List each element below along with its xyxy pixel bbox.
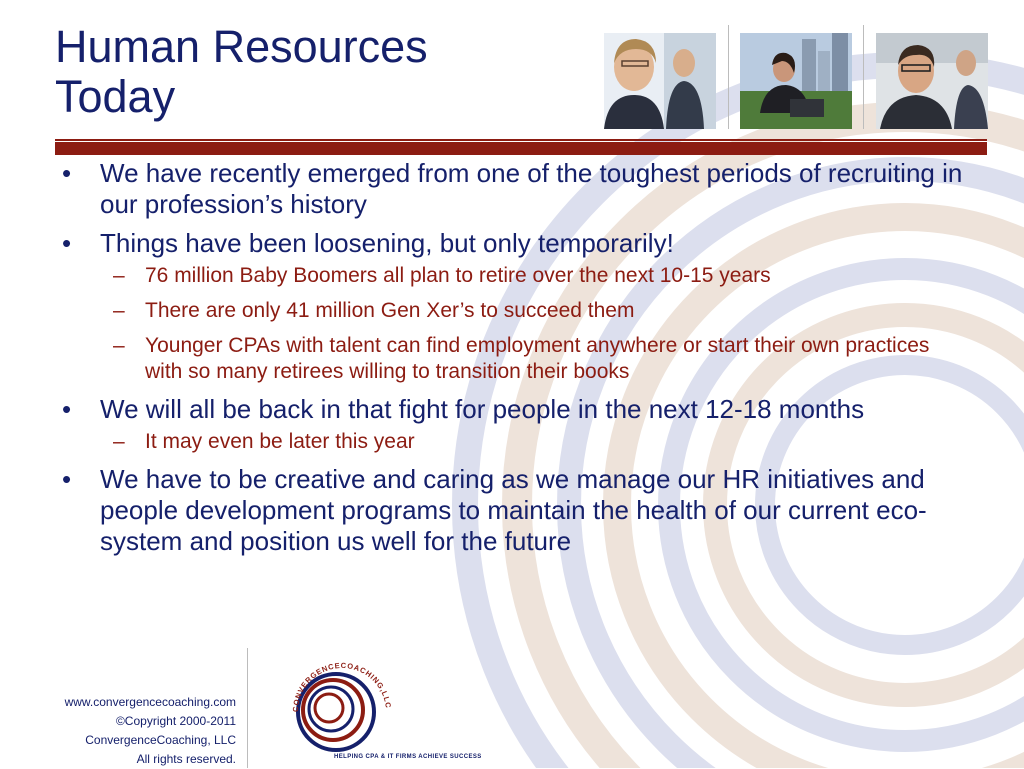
sub-bullet-list [100,429,965,455]
footer-website-link[interactable]: www.convergencecoaching.com [64,695,236,709]
bullet-item [60,228,965,385]
businessman-glasses-photo [876,33,988,129]
bullet-marker: • [62,158,72,188]
bullet-marker: • [62,228,72,258]
convergence-coaching-logo [276,654,506,764]
bullet-text: We have recently emerged from one of the toughest periods of recruiting in our profession’s history [100,158,963,219]
sub-bullet-item [100,333,965,385]
sub-bullet-list [100,263,965,385]
footer-rights: All rights reserved. [136,752,236,766]
bullet-marker: • [62,464,72,494]
bullet-item [60,464,965,557]
footer-divider [247,648,248,768]
slide-title-line-2: Today [55,71,176,122]
sub-bullet-item [100,263,965,289]
businesswoman-smiling-photo [604,33,716,129]
logo-tagline: HELPING CPA & IT FIRMS ACHIEVE SUCCESS [334,754,482,760]
sub-bullet-item [100,429,965,455]
sub-bullet-text: It may even be later this year [145,430,415,453]
sub-bullet-text: 76 million Baby Boomers all plan to retire over the next 10-15 years [145,264,771,287]
sub-bullet-text: Younger CPAs with talent can find employment anywhere or start their own practices with so many retirees willing to transition their books [145,334,930,383]
dash-marker: – [113,264,125,287]
dash-marker: – [113,334,125,357]
footer-company: ConvergenceCoaching, LLC [85,733,236,747]
bullet-text: We have to be creative and caring as we manage our HR initiatives and people development programs to maintain the health of our current eco-system and position us well for the future [100,464,927,556]
footer-copyright: ©Copyright 2000-2011 [115,714,236,728]
bullet-list [60,158,965,557]
footer-copyright-block [20,693,236,769]
bullet-text: We will all be back in that fight for people in the next 12-18 months [100,394,865,424]
dash-marker: – [113,430,125,453]
slide-title [55,22,428,122]
logo-arc-text: CONVERGENCECOACHING,LLC [290,660,393,713]
bullet-item [60,394,965,455]
slide-title-line-1: Human Resources [55,21,428,72]
slide-body [60,158,965,565]
dash-marker: – [113,299,125,322]
title-divider-thin [55,139,987,141]
header-photo-strip [604,33,988,129]
bullet-text: Things have been loosening, but only temporarily! [100,228,674,258]
sub-bullet-text: There are only 41 million Gen Xer’s to succeed them [145,299,635,322]
title-divider-bar [55,142,987,155]
woman-laptop-outdoors-photo [740,33,852,129]
bullet-marker: • [62,394,72,424]
bullet-item [60,158,965,220]
sub-bullet-item [100,298,965,324]
